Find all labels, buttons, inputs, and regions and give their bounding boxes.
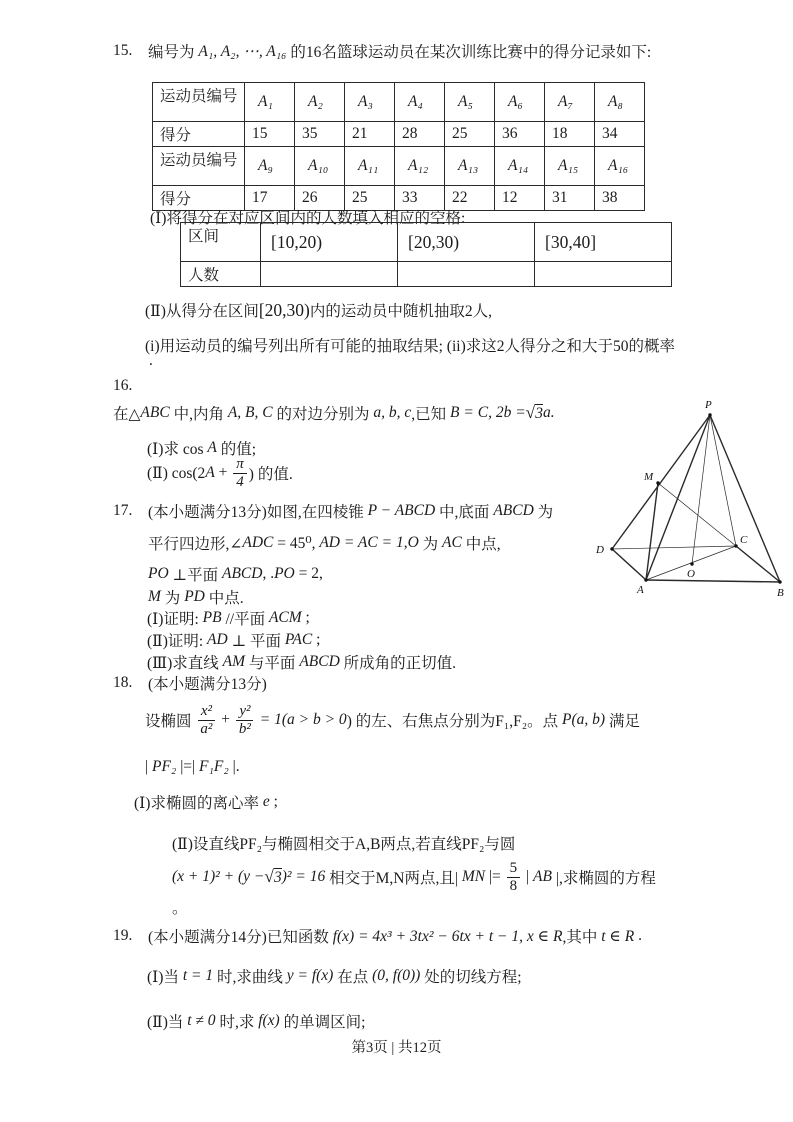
table-row xyxy=(153,122,645,147)
table-cell xyxy=(535,262,672,287)
title-text: 中,底面 xyxy=(435,504,494,521)
table-cell: 25 xyxy=(445,122,495,147)
item-math: (x + 1)² + (y − xyxy=(172,868,265,885)
table-cell: 21 xyxy=(345,122,395,147)
item-text: (Ⅱ)设直线PF₂与椭圆相交于A,B两点,若直线PF₂与圆 xyxy=(172,836,516,853)
body-text: 为 xyxy=(418,536,443,553)
body-text: 平行四边形,∠ xyxy=(148,536,243,553)
title-math: P − ABCD xyxy=(367,502,436,519)
body-text: ) 的左、右焦点分别为F₁,F₂。点 xyxy=(346,713,563,730)
body-math: M xyxy=(148,588,161,605)
question-number: 15. xyxy=(113,42,133,59)
intro-text: 在△ xyxy=(113,406,141,423)
item-math: t = 1 xyxy=(182,967,214,984)
title-text: (本小题满分13分)如图,在四棱锥 xyxy=(148,504,368,521)
vertex-label-O: O xyxy=(687,568,695,580)
body-text: 满足 xyxy=(605,713,640,730)
table-row xyxy=(181,223,672,262)
item-math: y = f(x) xyxy=(286,967,334,984)
item-text: 时,求 xyxy=(215,1014,259,1031)
body-math: AD = AC = 1 xyxy=(319,534,404,551)
table-cell: A₂ xyxy=(295,83,345,122)
problem-18-title xyxy=(113,672,267,694)
edge-PB xyxy=(710,415,780,582)
table-cell: A₅ xyxy=(445,83,495,122)
table-cell: 28 xyxy=(395,122,445,147)
table-cell: 34 xyxy=(595,122,645,147)
table-cell: 26 xyxy=(295,186,345,211)
body-text: 为 xyxy=(160,590,185,607)
page-footer xyxy=(0,1036,793,1057)
vertex-M xyxy=(656,481,659,484)
title-text: . xyxy=(634,927,642,944)
table-cell: 区间 xyxy=(181,223,261,262)
body-math: O xyxy=(407,534,419,551)
problem-17-line3 xyxy=(148,563,323,585)
table-cell: A₁₄ xyxy=(495,147,545,186)
fraction-5-8 xyxy=(507,860,521,893)
problem-17-title xyxy=(113,500,553,522)
problem-18-item2-line1 xyxy=(172,832,515,854)
item-text: (Ⅰ)求椭圆的离心率 xyxy=(134,795,263,812)
body-math: ADC xyxy=(242,534,274,551)
intro-math: a. xyxy=(542,404,555,421)
table-cell: 得分 xyxy=(153,122,245,147)
item-math: ABCD xyxy=(299,653,340,670)
item-math: AM xyxy=(222,653,246,670)
fraction-pi-4 xyxy=(233,456,247,489)
table-cell: A₆ xyxy=(495,83,545,122)
problem-19-item2 xyxy=(147,1010,365,1032)
part2-interval: [20,30) xyxy=(258,299,310,320)
fraction-denominator: 8 xyxy=(509,877,518,894)
table-cell: A₄ xyxy=(395,83,445,122)
table-cell xyxy=(261,262,398,287)
problem-16-intro xyxy=(113,402,555,424)
item-math: PB xyxy=(202,609,222,626)
body-math: AC xyxy=(442,534,462,551)
table-row xyxy=(181,262,672,287)
item-text: 与平面 xyxy=(245,655,300,672)
problem-19-item1 xyxy=(147,965,522,987)
item-text: (Ⅱ)证明: xyxy=(147,633,208,650)
item-math: )² = 16 xyxy=(281,868,326,885)
problem-16-number xyxy=(113,377,132,395)
edge-PD xyxy=(612,415,710,549)
radicand: 3 xyxy=(273,868,282,886)
pyramid-figure xyxy=(588,392,793,607)
body-text: = 2, xyxy=(294,565,323,582)
score-table xyxy=(152,82,645,211)
title-text: 为 xyxy=(533,504,554,521)
table-cell: A₁₆ xyxy=(595,147,645,186)
title-text: 的16名篮球运动员在某次训练比赛中的得分记录如下: xyxy=(286,44,652,61)
table-cell: [30,40] xyxy=(535,223,672,262)
item-math: f(x) xyxy=(258,1012,280,1029)
item-text: ⊥ 平面 xyxy=(227,633,285,650)
item-text: (Ⅰ)证明: xyxy=(147,611,203,628)
title-text: ,其中 xyxy=(562,929,602,946)
table-cell: A₁₂ xyxy=(395,147,445,186)
intro-text: 中,内角 xyxy=(169,406,228,423)
title-text: 编号为 xyxy=(148,44,199,61)
part2-text: (Ⅱ)从得分在区间 xyxy=(145,303,259,320)
radicand: 3 xyxy=(535,404,543,422)
vertex-label-A: A xyxy=(637,584,644,596)
item-math: A xyxy=(205,464,215,481)
title-math: A₁, A₂, ⋯, A₁₆ xyxy=(198,42,287,60)
table-cell: [20,30) xyxy=(398,223,535,262)
item-text: (Ⅰ)求 cos xyxy=(147,441,208,458)
table-cell: A₇ xyxy=(545,83,595,122)
body-text: |. xyxy=(228,758,240,775)
item-text: ; xyxy=(312,631,321,648)
fraction-numerator: 5 xyxy=(507,860,521,877)
table-cell: 22 xyxy=(445,186,495,211)
item-text: 相交于M,N两点,且| xyxy=(325,870,462,887)
problem-15-subitems xyxy=(145,334,675,356)
item-math: PAC xyxy=(284,631,313,648)
item-text: 时,求曲线 xyxy=(213,969,287,986)
edge-PC xyxy=(710,415,736,546)
item-math: e xyxy=(262,793,270,810)
body-math: PF₂ xyxy=(151,758,177,775)
body-text: 中点, xyxy=(461,536,501,553)
item-text: 的值; xyxy=(216,441,257,458)
part1-text: (Ⅰ)将得分在对应区间内的人数填入相应的空格: xyxy=(150,210,466,227)
table-cell: 33 xyxy=(395,186,445,211)
table-cell: A₁₃ xyxy=(445,147,495,186)
problem-18-item2-line3 xyxy=(172,896,188,918)
item-math: (0, f(0)) xyxy=(372,967,421,984)
fraction-numerator: π xyxy=(233,456,247,473)
body-math: a > b > 0 xyxy=(287,711,347,728)
vertex-P xyxy=(708,413,711,416)
radical-sign: √ xyxy=(525,402,536,422)
problem-18-item1 xyxy=(134,791,278,813)
item-text: |= xyxy=(485,868,505,885)
item-text: + xyxy=(214,464,232,481)
problem-17-item2 xyxy=(147,629,320,651)
body-math: ABCD xyxy=(222,565,263,582)
body-math: PO xyxy=(274,565,295,582)
item-text: (Ⅰ)当 xyxy=(147,969,183,986)
fraction-y2-b2 xyxy=(236,703,254,736)
problem-19-title xyxy=(113,925,642,947)
vertex-label-D: D xyxy=(596,544,604,556)
table-cell: A₃ xyxy=(345,83,395,122)
item-math: AD xyxy=(207,631,228,648)
body-text: 中点. xyxy=(204,590,244,607)
item-text: |,求椭圆的方程 xyxy=(551,870,656,887)
intro-math: ABC xyxy=(140,404,170,421)
table-cell: 运动员编号 xyxy=(153,83,245,122)
fraction-denominator: a² xyxy=(200,720,213,737)
body-text: , . xyxy=(262,565,275,582)
problem-17-line2 xyxy=(148,532,501,554)
table-cell: 17 xyxy=(245,186,295,211)
vertex-label-M: M xyxy=(644,471,654,483)
body-math: PD xyxy=(184,588,205,605)
item-text: 所成角的正切值. xyxy=(339,655,457,672)
vertex-O xyxy=(690,562,693,565)
item-math: t ≠ 0 xyxy=(187,1012,216,1029)
intro-math: a, b, c xyxy=(373,404,412,421)
body-text: | xyxy=(145,758,152,775)
item-math: ACM xyxy=(268,609,302,626)
body-text: + xyxy=(217,711,234,728)
intro-math: B = C, 2b = xyxy=(450,404,526,421)
item-text: ) 的值. xyxy=(248,466,293,483)
fraction-x2-a2 xyxy=(197,703,215,736)
item-text: (Ⅱ) cos(2 xyxy=(147,464,206,482)
table-cell: 人数 xyxy=(181,262,261,287)
question-number: 18. xyxy=(113,674,133,691)
edge-DA xyxy=(612,549,646,580)
item-text: ; xyxy=(269,793,278,810)
item-text: (Ⅲ)求直线 xyxy=(147,655,223,672)
table-cell: A₉ xyxy=(245,147,295,186)
item-math: A xyxy=(207,439,217,456)
question-number: 19. xyxy=(113,927,133,944)
problem-17-line4 xyxy=(148,586,244,608)
fraction-numerator: x² xyxy=(198,703,215,720)
body-math: PO xyxy=(148,565,169,582)
sqrt-expression xyxy=(526,404,543,423)
item-text: 处的切线方程; xyxy=(420,969,522,986)
intro-math: A, B, C xyxy=(227,404,273,421)
question-number: 17. xyxy=(113,502,133,519)
problem-18-condition xyxy=(145,758,240,776)
table-cell: [10,20) xyxy=(261,223,398,262)
edge-MC xyxy=(658,483,736,546)
part2-text: 内的运动员中随机抽取2人, xyxy=(309,303,493,320)
interval-table xyxy=(180,222,672,287)
radical-sign: √ xyxy=(264,866,274,886)
table-cell: 12 xyxy=(495,186,545,211)
question-number: 16. xyxy=(113,377,133,394)
title-math: t ∈ R xyxy=(601,927,635,945)
item-text: 在点 xyxy=(333,969,373,986)
vertex-label-B: B xyxy=(777,587,784,599)
problem-17-item1 xyxy=(147,607,310,629)
edge-AB xyxy=(646,580,780,582)
body-math: F₁F₂ xyxy=(199,758,229,775)
fraction-numerator: y² xyxy=(236,703,253,720)
title-math: ABCD xyxy=(493,502,534,519)
fraction-denominator: b² xyxy=(238,720,251,737)
table-cell: 18 xyxy=(545,122,595,147)
problem-15-part2 xyxy=(145,299,492,321)
page-number-text: 第3页 | 共12页 xyxy=(351,1040,442,1056)
body-text: ⊥平面 xyxy=(168,567,222,584)
title-text: (本小题满分14分)已知函数 xyxy=(148,929,333,946)
vertex-label-C: C xyxy=(740,534,748,546)
vertex-B xyxy=(778,580,781,583)
vertex-D xyxy=(610,547,613,550)
body-math: P(a, b) xyxy=(562,711,606,728)
title-math: f(x) = 4x³ + 3tx² − 6tx + t − 1, x ∈ R xyxy=(332,927,563,945)
table-cell: 运动员编号 xyxy=(153,147,245,186)
vertex-label-P: P xyxy=(705,399,712,411)
problem-17-item3 xyxy=(147,651,456,673)
problem-18-ellipse-line xyxy=(145,694,640,746)
table-cell: A₁₀ xyxy=(295,147,345,186)
subitems-text: (i)用运动员的编号列出所有可能的抽取结果; (ii)求这2人得分之和大于50的概率 xyxy=(145,338,675,355)
table-cell: 25 xyxy=(345,186,395,211)
body-math: = 1( xyxy=(255,711,288,728)
table-cell: 31 xyxy=(545,186,595,211)
vertex-A xyxy=(644,578,647,581)
table-cell: 36 xyxy=(495,122,545,147)
period-text: . xyxy=(149,352,153,369)
table-cell: 得分 xyxy=(153,186,245,211)
item-text: ; xyxy=(301,609,310,626)
edge-BC xyxy=(736,546,780,582)
table-cell: A₁ xyxy=(245,83,295,122)
item-text: 的单调区间; xyxy=(279,1014,366,1031)
table-cell: 35 xyxy=(295,122,345,147)
sqrt-expression xyxy=(264,868,281,887)
table-cell: 38 xyxy=(595,186,645,211)
intro-text: 的对边分别为 xyxy=(272,406,374,423)
table-cell: 15 xyxy=(245,122,295,147)
table-cell: A₈ xyxy=(595,83,645,122)
item-math: AB xyxy=(533,868,552,885)
vertex-C xyxy=(734,544,737,547)
table-cell: A₁₅ xyxy=(545,147,595,186)
table-cell: A₁₁ xyxy=(345,147,395,186)
edge-DC xyxy=(612,546,736,549)
item-text: //平面 xyxy=(221,611,269,628)
problem-15-period xyxy=(149,352,153,370)
body-text: , xyxy=(403,534,408,551)
item-text: (Ⅱ)当 xyxy=(147,1014,188,1031)
period-text: 。 xyxy=(172,900,188,917)
item-math: MN xyxy=(461,868,486,885)
problem-16-item2 xyxy=(147,453,293,493)
fraction-denominator: 4 xyxy=(236,473,244,490)
problem-15-title xyxy=(113,40,651,62)
body-text: 设椭圆 xyxy=(145,713,196,730)
body-text: |=| xyxy=(176,758,200,775)
table-cell xyxy=(398,262,535,287)
table-row xyxy=(153,147,645,186)
problem-18-item2-line2 xyxy=(172,853,656,901)
intro-text: ,已知 xyxy=(411,406,451,423)
item-text: | xyxy=(522,868,534,885)
table-row xyxy=(153,83,645,122)
title-text: (本小题满分13分) xyxy=(148,676,267,693)
body-text: = 45⁰, xyxy=(273,534,320,552)
